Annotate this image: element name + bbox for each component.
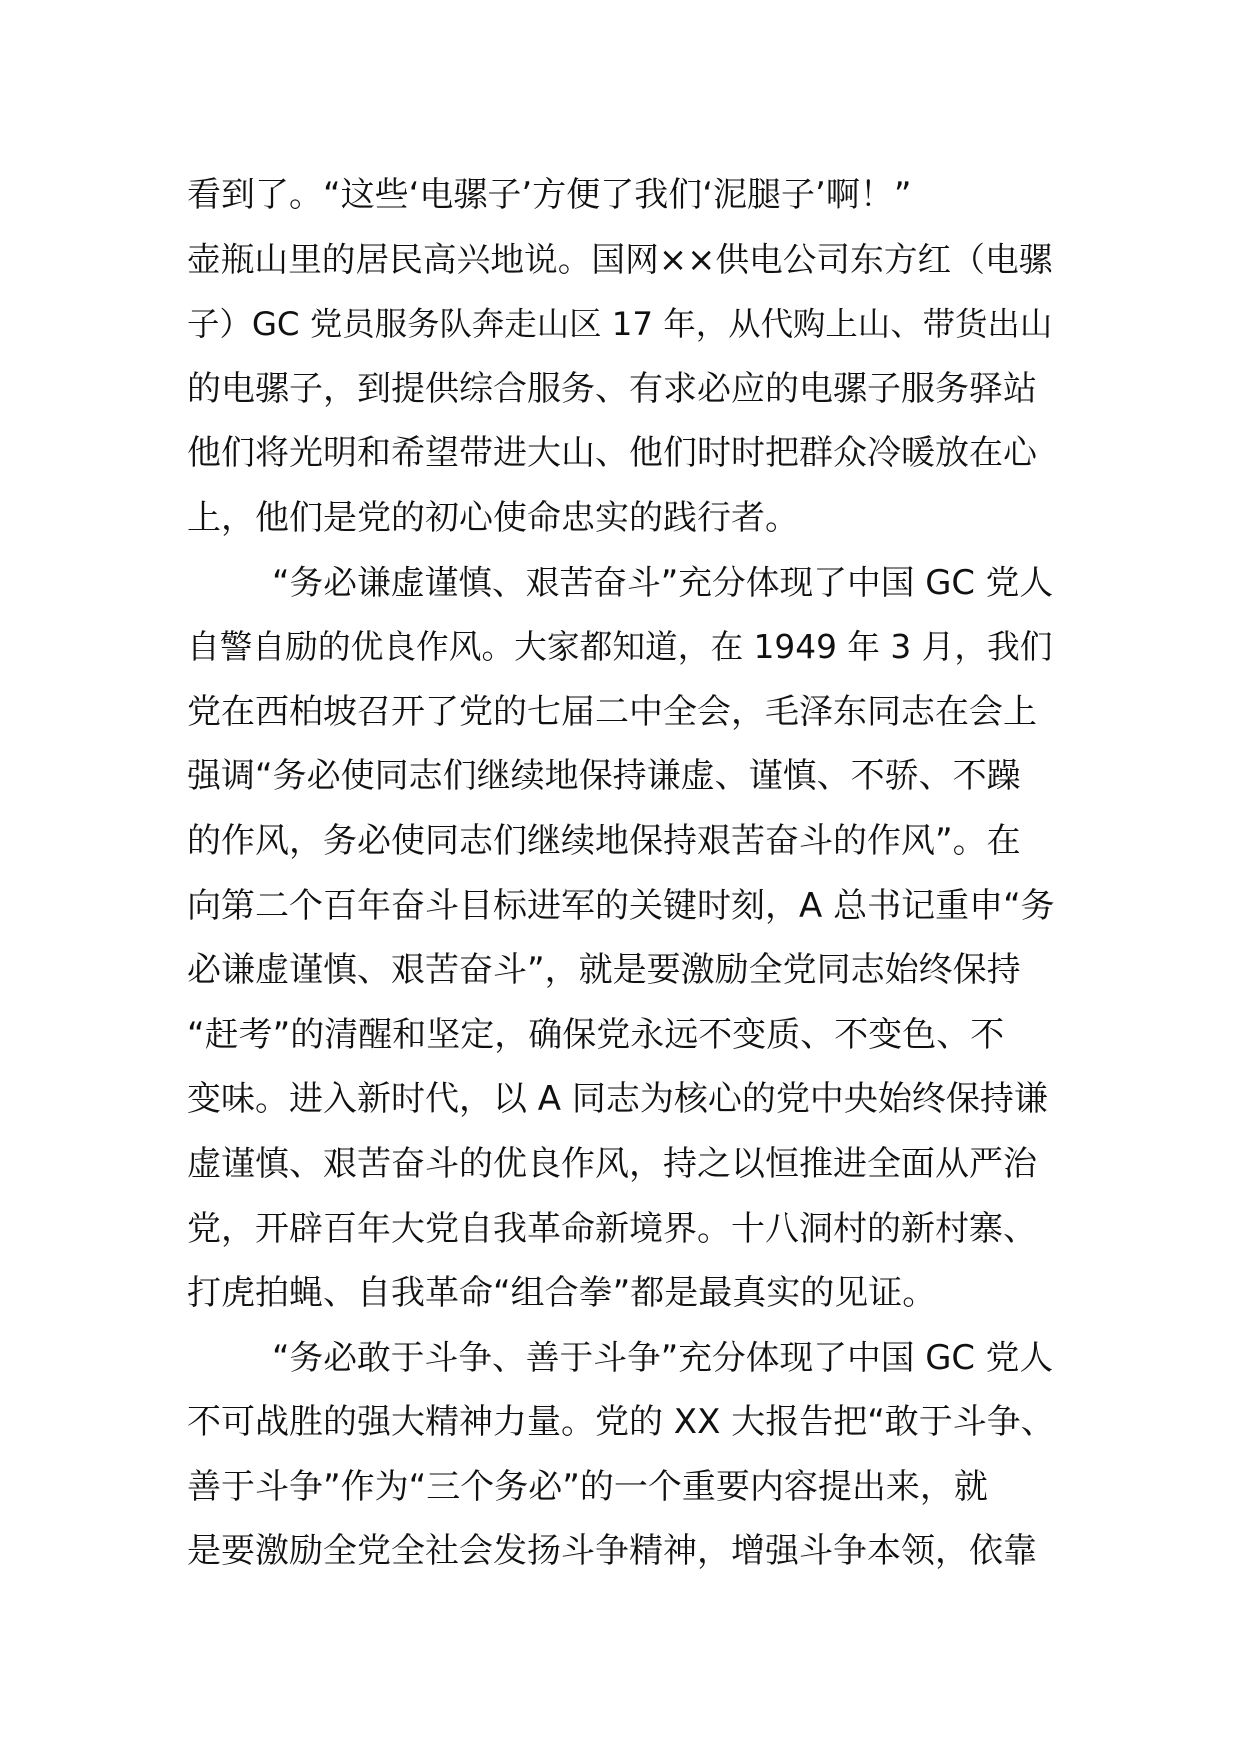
text-line: 必谦虚谨慎、艰苦奋斗”，就是要激励全党同志始终保持 <box>187 950 1021 991</box>
text-line: 上，他们是党的初心使命忠实的践行者。 <box>187 497 799 538</box>
text-line: “务必谦虚谨慎、艰苦奋斗”充分体现了中国 GC 党人 <box>272 562 1054 602</box>
text-line: 党，开辟百年大党自我革命新境界。十八洞村的新村寨、 <box>187 1208 1037 1249</box>
text-line: 是要激励全党全社会发扬斗争精神，增强斗争本领，依靠 <box>187 1531 1037 1572</box>
text-line: 变味。进入新时代，以 A 同志为核心的党中央始终保持谦 <box>187 1079 1048 1120</box>
text-line: 自警自励的优良作风。大家都知道，在 1949 年 3 月，我们 <box>187 628 1053 667</box>
text-line: 党在西柏坡召开了党的七届二中全会，毛泽东同志在会上 <box>187 691 1037 732</box>
text-line: 的电骡子，到提供综合服务、有求必应的电骡子服务驿站 <box>187 368 1037 409</box>
text-line: 壶瓶山里的居民高兴地说。国网××供电公司东方红（电骡 <box>187 239 1053 279</box>
text-line: 看到了。“这些‘电骡子’方便了我们‘泥腿子’啊！” <box>187 175 912 215</box>
text-line: 他们将光明和希望带进大山、他们时时把群众冷暖放在心 <box>187 433 1037 474</box>
text-line: 打虎拍蝇、自我革命“组合拳”都是最真实的见证。 <box>187 1273 937 1314</box>
text-line: “务必敢于斗争、善于斗争”充分体现了中国 GC 党人 <box>272 1337 1054 1377</box>
document-body <box>187 163 1057 1584</box>
text-line: 善于斗争”作为“三个务必”的一个重要内容提出来，就 <box>187 1466 988 1507</box>
text-line: 子）GC 党员服务队奔走山区 17 年，从代购上山、带货出山 <box>187 305 1053 344</box>
text-line: 不可战胜的强大精神力量。党的 XX 大报告把“敢于斗争、 <box>187 1402 1055 1443</box>
text-line: 向第二个百年奋斗目标进军的关键时刻，A 总书记重申“务 <box>187 885 1055 926</box>
text-line: 的作风，务必使同志们继续地保持艰苦奋斗的作风”。在 <box>187 820 1021 861</box>
text-line: 强调“务必使同志们继续地保持谦虚、谨慎、不骄、不躁 <box>187 756 1021 797</box>
text-line: “赶考”的清醒和坚定，确保党永远不变质、不变色、不 <box>187 1014 1005 1055</box>
text-line: 虚谨慎、艰苦奋斗的优良作风，持之以恒推进全面从严治 <box>187 1143 1037 1184</box>
